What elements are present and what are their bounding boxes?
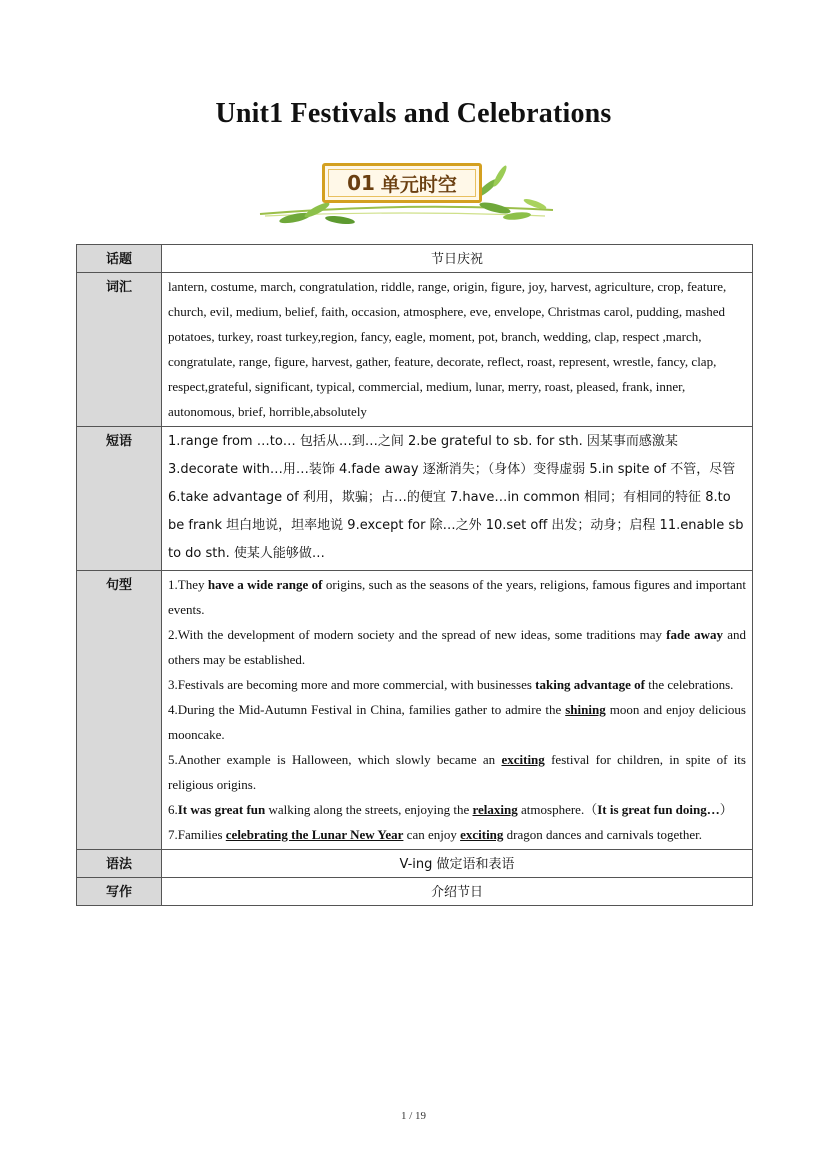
topic-value: 节日庆祝 [162, 245, 753, 273]
vocabulary-list: lantern, costume, march, congratulation, riddle, range, origin, figure, joy, harvest, agriculture, crop, feature, church, evil, medium, belief, faith, occasion, atmosphere, eve, envelope, Christmas carol, pudding, mashed potatoes, turkey, roast turkey,region, fancy, eagle, moment, pot, branch, wedding, clap, respect ,march, congratulate, range, figure, harvest, gather, feature, decorate, reflect, roast, represent, wrestle, fancy, clap, respect,grateful, significant, typical, commercial, medium, lunar, merry, roast, pleased, frank, inner, autonomous, brief, horrible,absolutely [162, 273, 753, 427]
table-row-topic [77, 245, 753, 273]
row-label-writing: 写作 [77, 878, 162, 906]
row-label-grammar: 语法 [77, 850, 162, 878]
row-label-sentences: 句型 [77, 571, 162, 850]
badge-frame [322, 163, 482, 203]
table-row-phrases [77, 427, 753, 571]
sentence-5: 5.Another example is Halloween, which slowly became an exciting festival for children, in spite of its religious origins. [168, 752, 746, 792]
table-row-sentences [77, 571, 753, 850]
row-label-vocabulary: 词汇 [77, 273, 162, 427]
badge-text: 单元时空 [380, 173, 457, 196]
sentence-patterns [162, 571, 753, 850]
sentence-1: 1.They have a wide range of origins, such as the seasons of the years, religions, famous figures and important events. [168, 577, 746, 617]
row-label-topic: 话题 [77, 245, 162, 273]
table-row-writing [77, 878, 753, 906]
grammar-value: V-ing 做定语和表语 [162, 850, 753, 878]
sentence-4: 4.During the Mid-Autumn Festival in China, families gather to admire the shining moon and enjoy delicious mooncake. [168, 702, 746, 742]
row-label-phrases: 短语 [77, 427, 162, 571]
phrases-list: 1.range from …to… 包括从…到…之间 2.be grateful to sb. for sth. 因某事而感激某 3.decorate with…用…装饰 4.fade away 逐渐消失；（身体）变得虚弱 5.in spite of 不管，尽管 6.take advantage of 利用，欺骗；占…的便宜 7.have…in common 相同；有相同的特征 8.to be frank 坦白地说，坦率地说 9.except for 除…之外 10.set off 出发；动身；启程 11.enable sb to do sth. 使某人能够做… [162, 427, 753, 571]
document-title: Unit1 Festivals and Celebrations [215, 98, 612, 129]
badge-number: 01 [347, 171, 375, 195]
sentence-2: 2.With the development of modern society and the spread of new ideas, some traditions may fade away and others may be established. [168, 627, 746, 667]
sentence-6: 6.It was great fun walking along the streets, enjoying the relaxing atmosphere.（It is great fun doing…） [168, 802, 733, 817]
unit-outline-table [76, 244, 753, 906]
sentence-3: 3.Festivals are becoming more and more commercial, with businesses taking advantage of the celebrations. [168, 677, 734, 692]
table-row-vocabulary [77, 273, 753, 427]
sentence-7: 7.Families celebrating the Lunar New Year can enjoy exciting dragon dances and carnivals together. [168, 827, 702, 842]
section-badge [255, 158, 555, 230]
table-row-grammar [77, 850, 753, 878]
writing-value: 介绍节日 [162, 878, 753, 906]
page-number: 1 / 19 [400, 1110, 427, 1122]
